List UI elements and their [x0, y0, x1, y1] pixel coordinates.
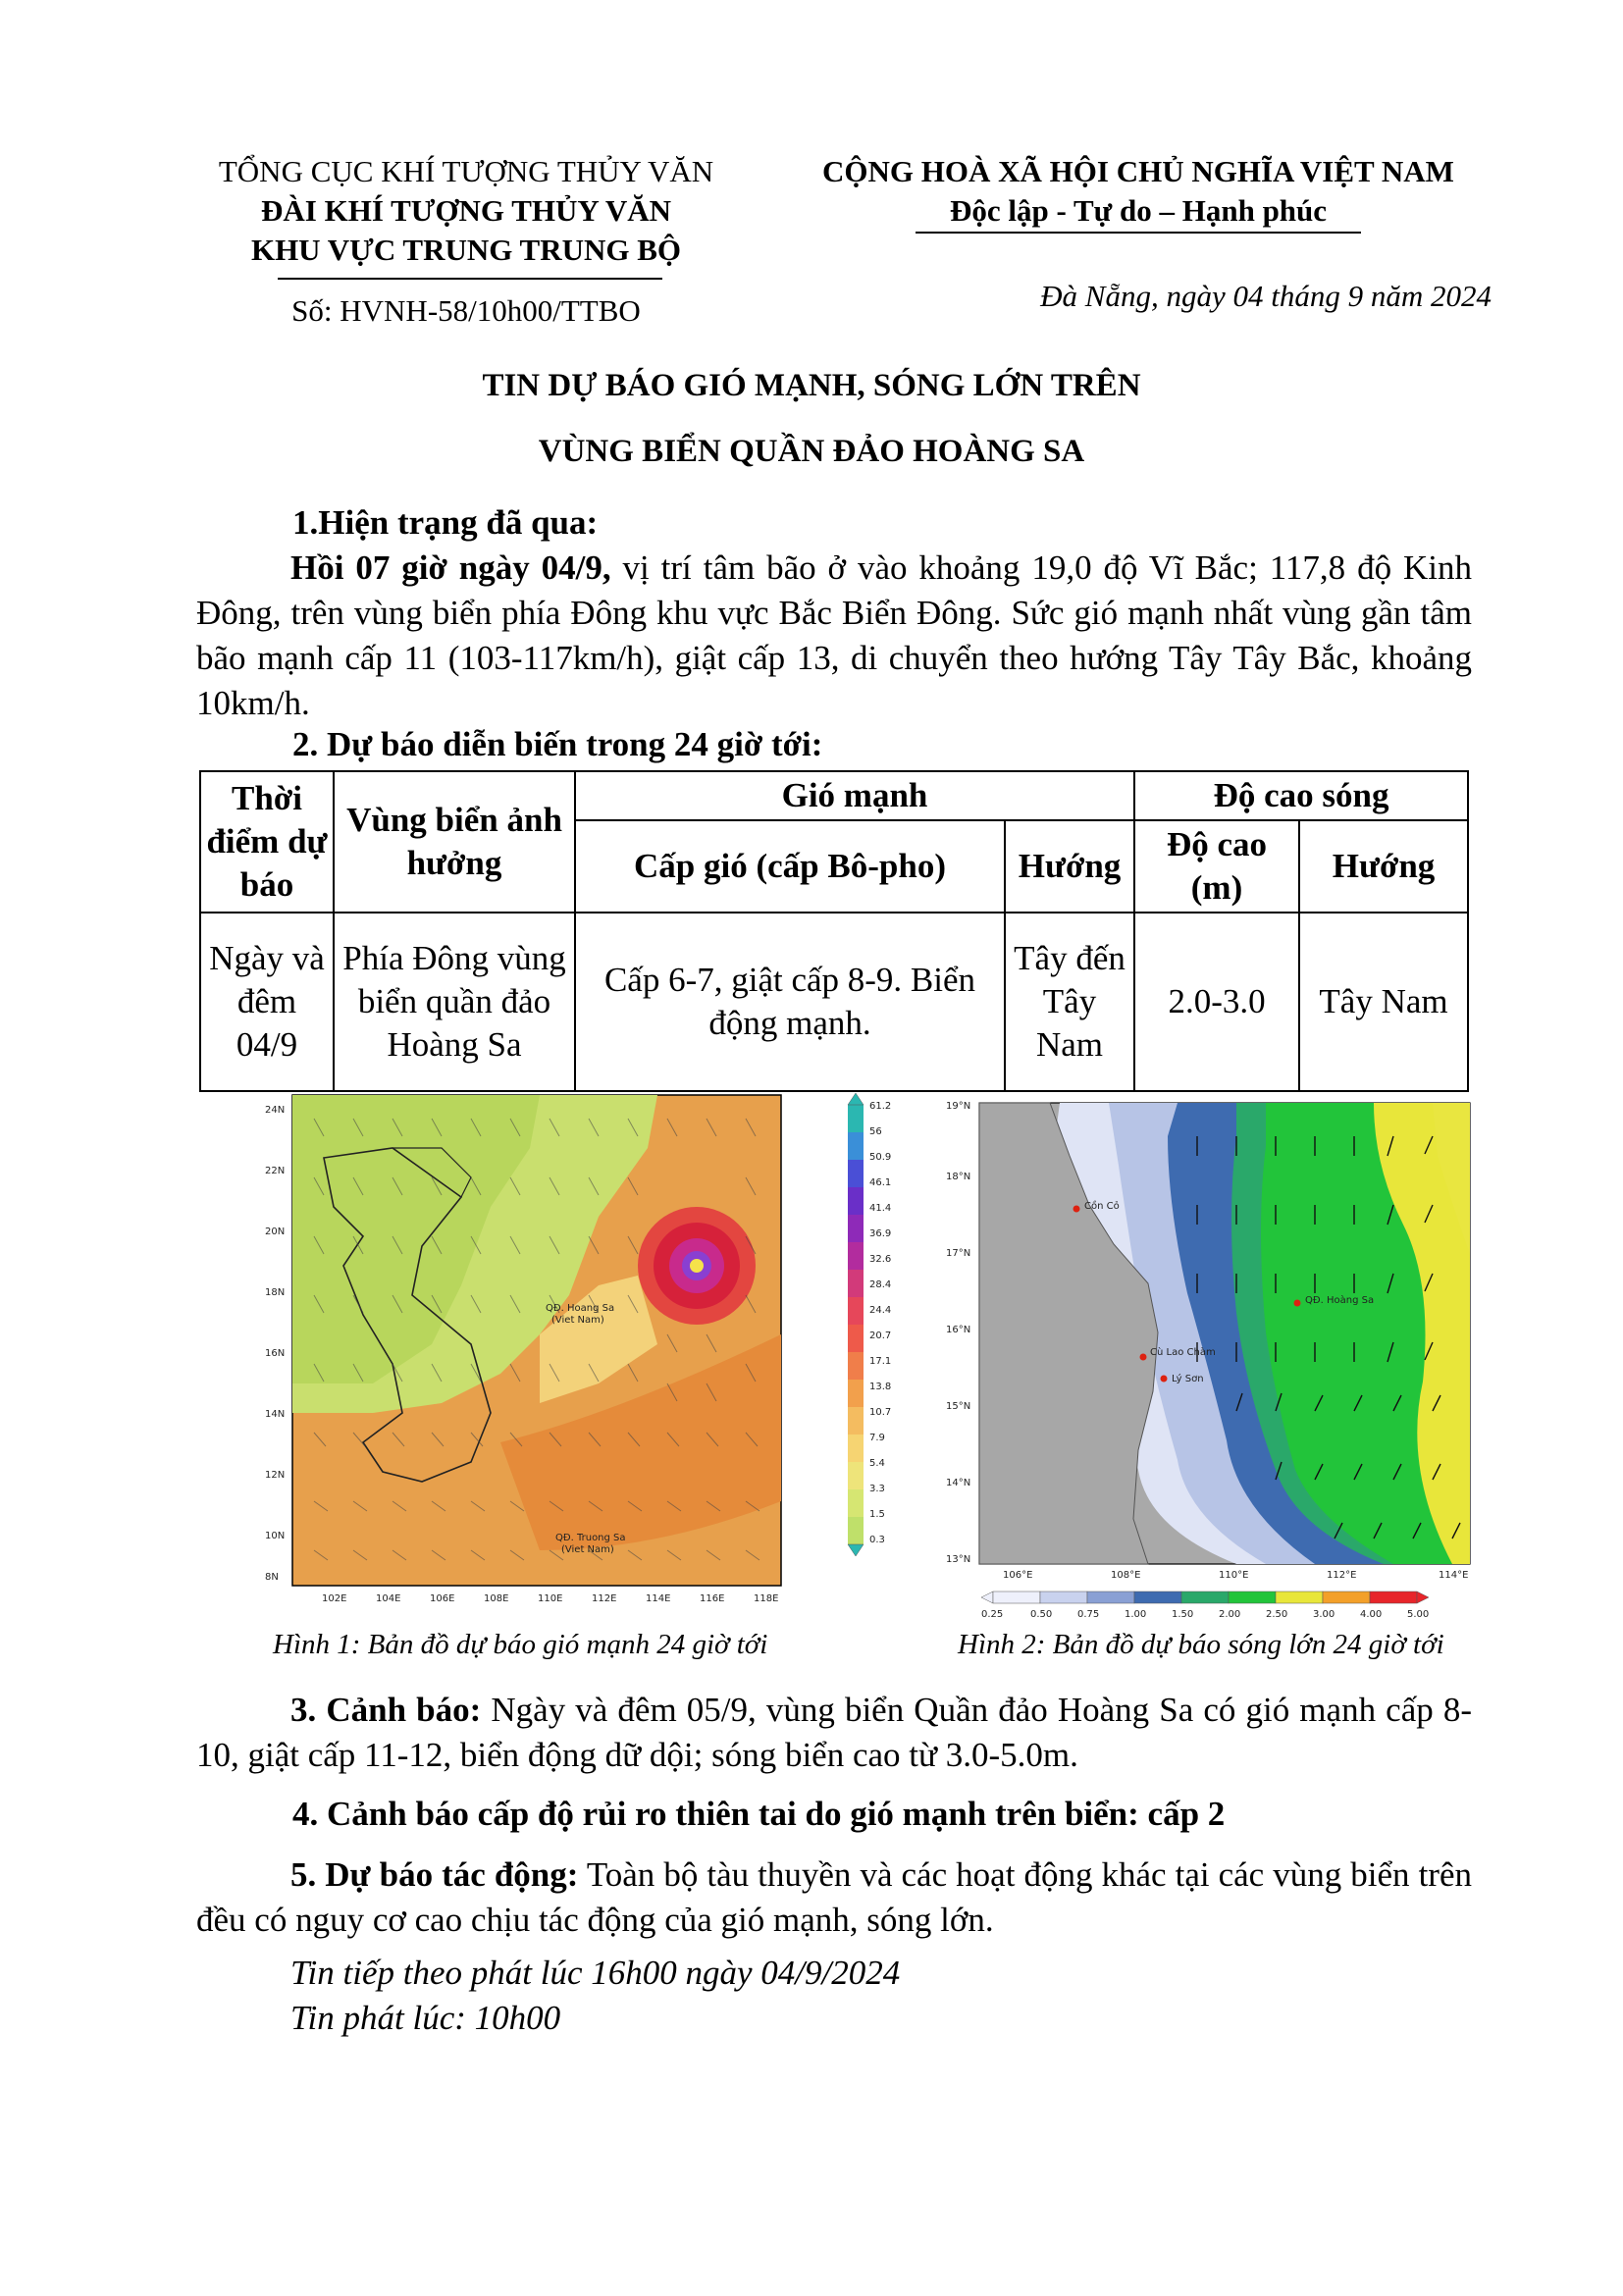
svg-text:46.1: 46.1	[869, 1177, 892, 1188]
svg-text:106E: 106E	[430, 1593, 455, 1604]
svg-text:14N: 14N	[265, 1409, 286, 1420]
wave-group-header: Độ cao sóng	[1134, 771, 1468, 820]
svg-text:1.50: 1.50	[1172, 1609, 1194, 1619]
state-line2: Độc lập - Tự do – Hạnh phúc	[949, 193, 1328, 228]
svg-text:15°N: 15°N	[946, 1401, 971, 1412]
cell-level: Cấp 6-7, giật cấp 8-9. Biển động mạnh.	[575, 913, 1005, 1091]
svg-text:41.4: 41.4	[869, 1203, 892, 1214]
section3-text: Ngày và đêm 05/9, vùng biển Quần đảo Hoàng Sa có gió mạnh cấp 8-10, giật cấp 11-12, biển động dữ dội; sóng biển cao từ 3.0-5.0m.	[196, 1691, 1472, 1774]
svg-text:102E: 102E	[322, 1593, 347, 1604]
svg-text:24.4: 24.4	[869, 1305, 892, 1316]
cell-time: Ngày và đêm 04/9	[200, 913, 334, 1091]
wave-lat-ticks	[946, 1101, 970, 1565]
agency-line3: KHU VỰC TRUNG TRUNG BỘ	[250, 233, 682, 267]
wave-color-scale	[981, 1592, 1429, 1619]
section5-text: Toàn bộ tàu thuyền và các hoạt động khác tại các vùng biển trên đều có nguy cơ cao chịu tác động của gió mạnh, sóng lớn.	[196, 1855, 1472, 1939]
figure1-caption: Hình 1: Bản đồ dự báo gió mạnh 24 giờ tới	[273, 1629, 768, 1660]
svg-text:1.00: 1.00	[1125, 1609, 1147, 1619]
state-underline	[916, 232, 1361, 234]
col-height-header: Độ cao (m)	[1134, 820, 1299, 913]
svg-text:20N: 20N	[265, 1226, 286, 1237]
col-wind-dir-header: Hướng	[1005, 820, 1134, 913]
svg-text:61.2: 61.2	[869, 1101, 892, 1112]
next-bulletin: Tin tiếp theo phát lúc 16h00 ngày 04/9/2024	[290, 1954, 901, 1992]
svg-text:2.50: 2.50	[1266, 1609, 1288, 1619]
svg-text:104E: 104E	[376, 1593, 401, 1604]
wind-lon-ticks	[322, 1593, 778, 1604]
wave-forecast-map	[942, 1097, 1492, 1619]
label-truongsa-2: (Viet Nam)	[561, 1544, 614, 1555]
svg-text:19°N: 19°N	[946, 1101, 971, 1112]
svg-text:8N: 8N	[265, 1572, 279, 1583]
section5	[196, 1852, 1472, 1943]
svg-text:0.25: 0.25	[981, 1609, 1004, 1619]
wave-lon-ticks	[1003, 1570, 1468, 1581]
svg-text:114E: 114E	[646, 1593, 671, 1604]
svg-text:56: 56	[869, 1126, 882, 1137]
svg-text:106°E: 106°E	[1003, 1570, 1033, 1581]
svg-text:24N: 24N	[265, 1105, 286, 1116]
agency-underline	[278, 278, 662, 280]
svg-text:116E: 116E	[700, 1593, 725, 1604]
svg-text:112E: 112E	[592, 1593, 617, 1604]
section3	[196, 1688, 1472, 1778]
section1-body	[196, 546, 1472, 726]
svg-text:16N: 16N	[265, 1348, 286, 1359]
issue-date: Đà Nẵng, ngày 04 tháng 9 năm 2024	[1040, 279, 1492, 313]
section5-lead: 5. Dự báo tác động:	[290, 1855, 579, 1894]
svg-text:14°N: 14°N	[946, 1478, 971, 1488]
svg-text:36.9: 36.9	[869, 1228, 892, 1239]
wind-lat-ticks	[265, 1105, 285, 1583]
svg-text:17°N: 17°N	[946, 1248, 971, 1259]
svg-text:0.50: 0.50	[1030, 1609, 1053, 1619]
label-truongsa: QĐ. Truong Sa	[555, 1533, 626, 1543]
svg-text:4.00: 4.00	[1360, 1609, 1383, 1619]
document-title-line2: VÙNG BIỂN QUẦN ĐẢO HOÀNG SA	[538, 434, 1085, 469]
agency-line2: ĐÀI KHÍ TƯỢNG THỦY VĂN	[261, 193, 671, 228]
document-number: Số: HVNH-58/10h00/TTBO	[291, 293, 641, 328]
svg-text:20.7: 20.7	[869, 1331, 892, 1341]
figure2-caption: Hình 2: Bản đồ dự báo sóng lớn 24 giờ tới	[958, 1629, 1444, 1660]
issued-time: Tin phát lúc: 10h00	[290, 1999, 561, 2037]
col-time-header: Thời điểm dự báo	[200, 771, 334, 913]
state-line1: CỘNG HOÀ XÃ HỘI CHỦ NGHĨA VIỆT NAM	[822, 154, 1454, 188]
label-lyson: Lý Sơn	[1172, 1374, 1204, 1384]
label-culaocham: Cù Lao Chàm	[1150, 1347, 1216, 1358]
document-title-line1: TIN DỰ BÁO GIÓ MẠNH, SÓNG LỚN TRÊN	[482, 368, 1141, 403]
section4: 4. Cảnh báo cấp độ rủi ro thiên tai do gió mạnh trên biển: cấp 2	[292, 1795, 1226, 1833]
svg-text:13.8: 13.8	[869, 1382, 892, 1392]
wind-group-header: Gió mạnh	[575, 771, 1134, 820]
svg-text:5.4: 5.4	[869, 1458, 885, 1469]
svg-text:110E: 110E	[538, 1593, 563, 1604]
svg-text:10.7: 10.7	[869, 1407, 892, 1418]
svg-text:3.3: 3.3	[869, 1484, 885, 1494]
svg-text:1.5: 1.5	[869, 1509, 885, 1520]
svg-text:112°E: 112°E	[1327, 1570, 1357, 1581]
svg-text:114°E: 114°E	[1439, 1570, 1469, 1581]
section1-lead: Hồi 07 giờ ngày 04/9,	[290, 548, 611, 587]
agency-header	[167, 152, 765, 270]
svg-text:118E: 118E	[754, 1593, 779, 1604]
svg-text:22N: 22N	[265, 1166, 286, 1176]
cell-wave-dir: Tây Nam	[1299, 913, 1468, 1091]
cell-area: Phía Đông vùng biển quần đảo Hoàng Sa	[334, 913, 575, 1091]
svg-text:108E: 108E	[484, 1593, 509, 1604]
svg-text:12N: 12N	[265, 1470, 286, 1481]
label-hoangsa: QĐ. Hoang Sa	[546, 1303, 615, 1314]
svg-text:5.00: 5.00	[1407, 1609, 1430, 1619]
svg-text:17.1: 17.1	[869, 1356, 892, 1367]
svg-text:110°E: 110°E	[1219, 1570, 1249, 1581]
svg-text:0.3: 0.3	[869, 1535, 885, 1545]
svg-text:10N: 10N	[265, 1531, 286, 1541]
section1-text: vị trí tâm bão ở vào khoảng 19,0 độ Vĩ Bắc; 117,8 độ Kinh Đông, trên vùng biển phía Đông khu vực Bắc Biển Đông. Sức gió mạnh nhất vùng gần tâm bão mạnh cấp 11 (103-117km/h), giật cấp 13, di chuyển theo hướng Tây Tây Bắc, khoảng 10km/h.	[196, 548, 1472, 722]
svg-text:18°N: 18°N	[946, 1172, 971, 1182]
agency-line1: TỔNG CỤC KHÍ TƯỢNG THỦY VĂN	[218, 154, 714, 188]
svg-text:7.9: 7.9	[869, 1433, 885, 1443]
label-conco: Cồn Cỏ	[1084, 1201, 1120, 1212]
svg-text:3.00: 3.00	[1313, 1609, 1335, 1619]
cell-height: 2.0-3.0	[1134, 913, 1299, 1091]
section3-lead: 3. Cảnh báo:	[290, 1691, 482, 1729]
cell-wind-dir: Tây đến Tây Nam	[1005, 913, 1134, 1091]
label-hoangsa-2: (Viet Nam)	[551, 1315, 604, 1326]
section2-heading: 2. Dự báo diễn biến trong 24 giờ tới:	[292, 725, 823, 763]
section1-heading: 1.Hiện trạng đã qua:	[292, 503, 599, 542]
svg-text:28.4: 28.4	[869, 1279, 892, 1290]
wind-color-scale	[848, 1093, 891, 1556]
table-row	[200, 913, 1468, 1091]
col-area-header: Vùng biển ảnh hưởng	[334, 771, 575, 913]
storm-center	[690, 1259, 704, 1273]
svg-text:50.9: 50.9	[869, 1152, 892, 1163]
svg-text:16°N: 16°N	[946, 1325, 971, 1335]
svg-text:32.6: 32.6	[869, 1254, 892, 1265]
svg-text:108°E: 108°E	[1111, 1570, 1141, 1581]
wind-forecast-map	[245, 1089, 932, 1619]
label-hoangsa-wave: QĐ. Hoàng Sa	[1305, 1295, 1375, 1306]
col-wave-dir-header: Hướng	[1299, 820, 1468, 913]
svg-text:0.75: 0.75	[1077, 1609, 1100, 1619]
svg-text:18N: 18N	[265, 1287, 286, 1298]
svg-text:2.00: 2.00	[1219, 1609, 1241, 1619]
svg-text:13°N: 13°N	[946, 1554, 971, 1565]
state-header	[775, 152, 1501, 231]
forecast-table	[199, 770, 1469, 1092]
col-level-header: Cấp gió (cấp Bô-pho)	[575, 820, 1005, 913]
